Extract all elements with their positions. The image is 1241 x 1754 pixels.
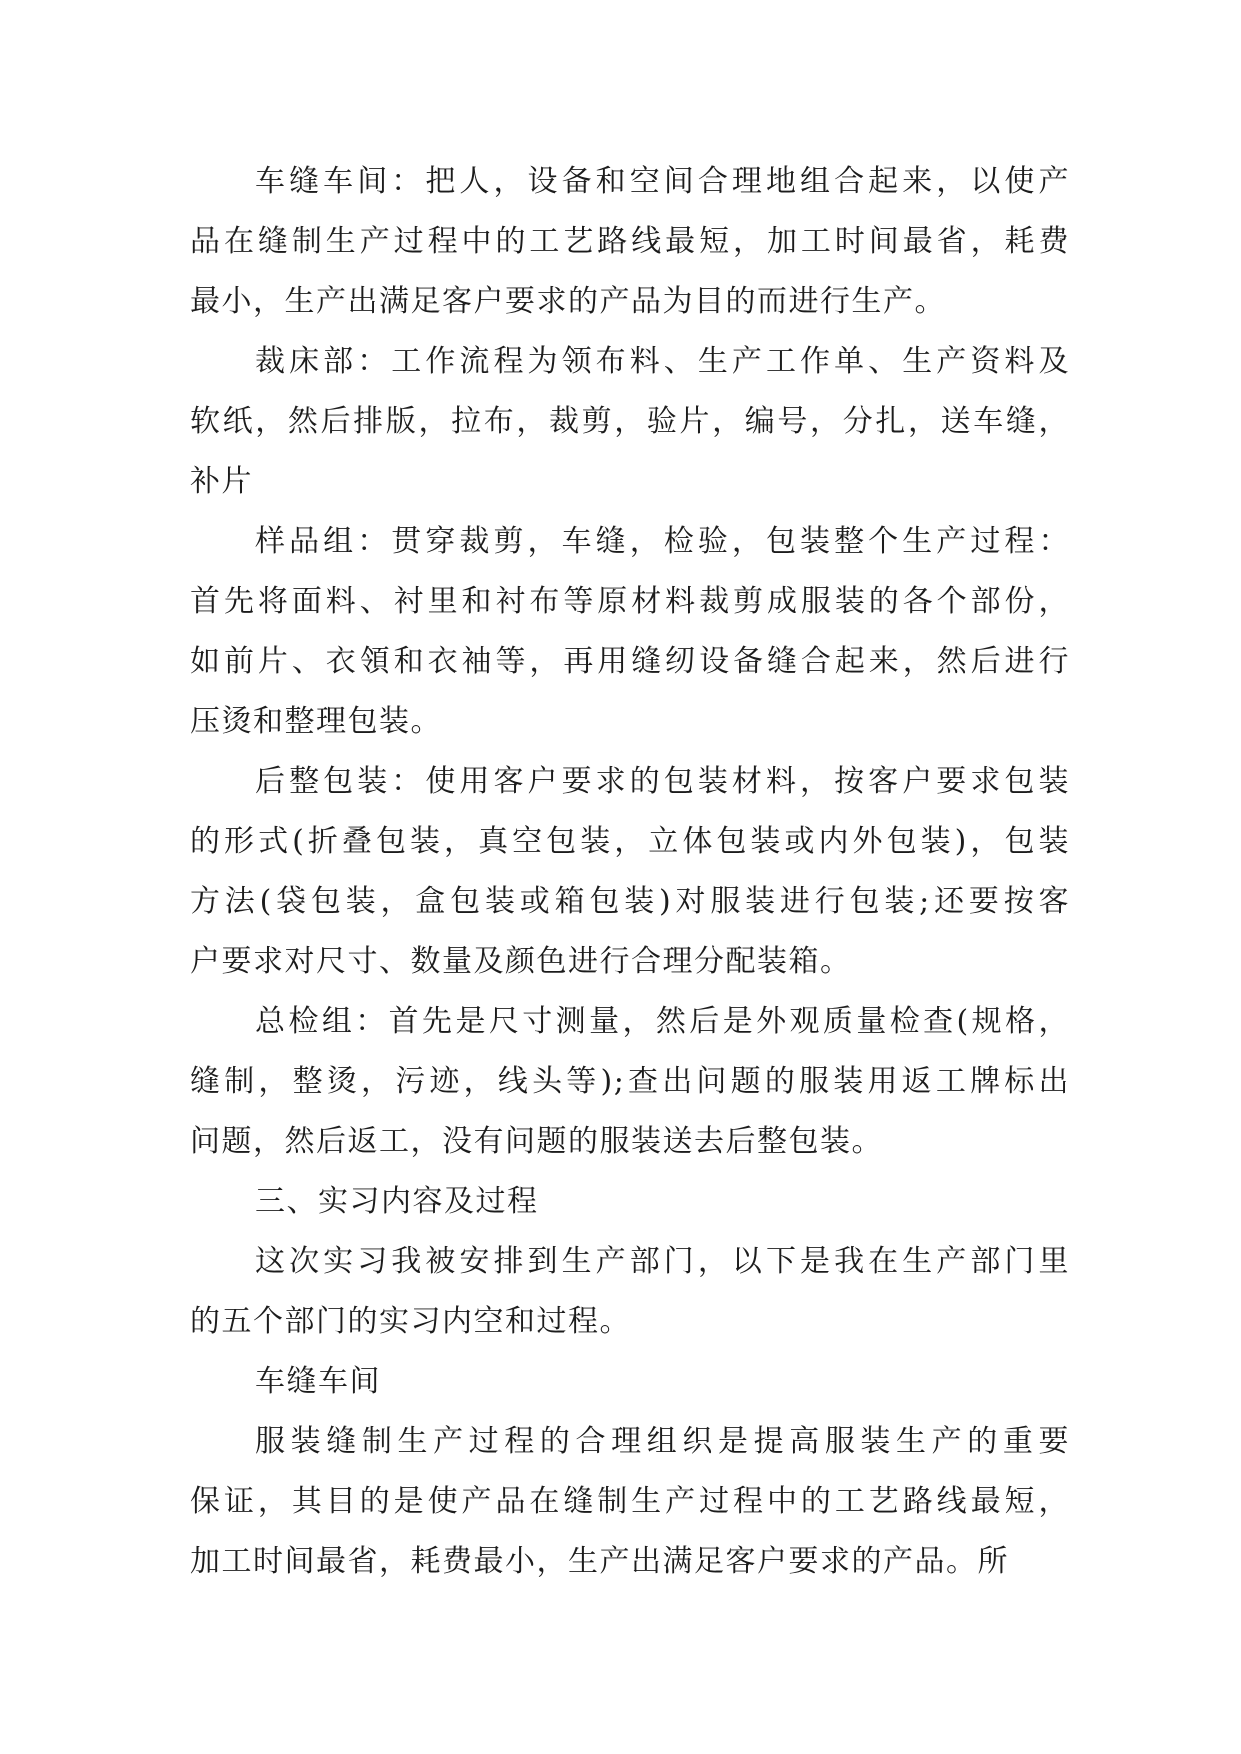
para-zongjian-zu xyxy=(190,992,1070,1172)
text-line: 保证，其目的是使产品在缝制生产过程中的工艺路线最短， xyxy=(190,1484,1070,1519)
text-line: 加工时间最省，耗费最小，生产出满足客户要求的产品。所 xyxy=(190,1544,1009,1579)
heading-shixi-neirong xyxy=(190,1172,1070,1232)
text-line: 问题，然后返工，没有问题的服装送去后整包装。 xyxy=(190,1124,883,1159)
text-line: 服装缝制生产过程的合理组织是提高服装生产的重要 xyxy=(255,1424,1070,1459)
heading-chefeng-chejian xyxy=(190,1352,1070,1412)
text-line: 后整包装：使用客户要求的包装材料，按客户要求包装 xyxy=(255,764,1070,799)
para-caichuang-bu xyxy=(190,332,1070,512)
para-yangpin-zu xyxy=(190,512,1070,752)
para-houzheng-baozhuang xyxy=(190,752,1070,992)
text-line: 最小，生产出满足客户要求的产品为目的而进行生产。 xyxy=(190,284,946,319)
para-shixi-anpai xyxy=(190,1232,1070,1352)
text-line: 车缝车间 xyxy=(255,1364,381,1399)
text-line: 总检组：首先是尺寸测量，然后是外观质量检查(规格， xyxy=(255,1004,1070,1039)
text-line: 如前片、衣領和衣袖等，再用缝纫设备缝合起来，然后进行 xyxy=(190,644,1070,679)
text-line: 补片 xyxy=(190,464,253,499)
text-line: 车缝车间：把人，设备和空间合理地组合起来，以使产 xyxy=(255,164,1070,199)
text-line: 样品组：贯穿裁剪，车缝，检验，包装整个生产过程： xyxy=(255,524,1070,559)
text-line: 户要求对尺寸、数量及颜色进行合理分配装箱。 xyxy=(190,944,852,979)
para-fuzhuang-fengzhi xyxy=(190,1412,1070,1592)
text-line: 压烫和整理包装。 xyxy=(190,704,442,739)
text-line: 裁床部：工作流程为领布料、生产工作单、生产资料及 xyxy=(255,344,1070,379)
text-line: 的形式(折叠包装，真空包装，立体包装或内外包装)，包装 xyxy=(190,824,1070,859)
text-line: 品在缝制生产过程中的工艺路线最短，加工时间最省，耗费 xyxy=(190,224,1070,259)
text-line: 软纸，然后排版，拉布，裁剪，验片，编号，分扎，送车缝， xyxy=(190,404,1070,439)
para-chefeng-chejian xyxy=(190,152,1070,332)
text-line: 方法(袋包装，盒包装或箱包装)对服装进行包装;还要按客 xyxy=(190,884,1070,919)
text-line: 缝制，整烫，污迹，线头等);查出问题的服装用返工牌标出 xyxy=(190,1064,1070,1099)
text-line: 这次实习我被安排到生产部门，以下是我在生产部门里 xyxy=(255,1244,1070,1279)
text-line: 三、实习内容及过程 xyxy=(255,1184,539,1219)
text-line: 首先将面料、衬里和衬布等原材料裁剪成服装的各个部份， xyxy=(190,584,1070,619)
text-line: 的五个部门的实习内空和过程。 xyxy=(190,1304,631,1339)
document-body xyxy=(190,152,1070,1592)
